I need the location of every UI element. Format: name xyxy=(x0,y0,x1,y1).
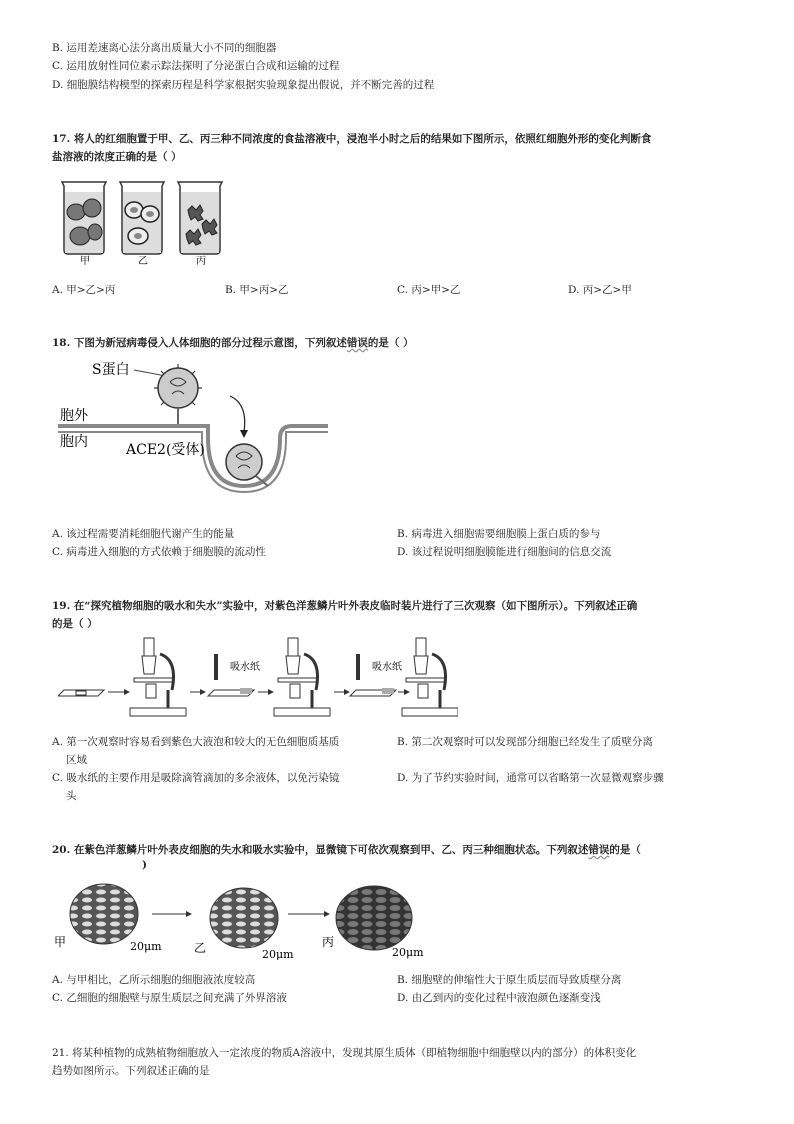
fig-inside-label: 胞内 xyxy=(60,434,88,450)
virus-inside xyxy=(226,444,268,486)
fig-paper-label-1: 吸水纸 xyxy=(230,662,260,673)
fig-outside-label: 胞外 xyxy=(60,408,88,424)
q20-cells-figure xyxy=(52,880,442,960)
q18-virus-figure xyxy=(58,358,338,508)
microscope-1 xyxy=(130,638,186,716)
q17-option-d: D. 丙>乙>甲 xyxy=(568,284,632,296)
fig-s-protein-label: S蛋白 xyxy=(92,362,130,378)
fig-paper-label-2: 吸水纸 xyxy=(372,662,402,673)
q19-microscope-figure xyxy=(58,634,458,722)
q18-stem: 18. 下图为新冠病毒侵入人体细胞的部分过程示意图，下列叙述错误的是（ ） xyxy=(52,337,414,349)
beaker-jia xyxy=(62,182,106,254)
microscope-2 xyxy=(274,638,330,716)
q17-option-c: C. 丙>甲>乙 xyxy=(397,284,461,296)
microscope-3 xyxy=(402,638,458,716)
q18-option-a: A. 该过程需要消耗细胞代谢产生的能量 xyxy=(52,528,235,540)
q17-stem-line2: 盐溶液的浓度正确的是（ ） xyxy=(52,151,182,163)
beaker-label-yi: 乙 xyxy=(138,256,148,265)
q18-option-c: C. 病毒进入细胞的方式依赖于细胞膜的流动性 xyxy=(52,546,266,558)
beaker-yi xyxy=(120,182,164,254)
q17-stem-line1: 17. 将人的红细胞置于甲、乙、丙三种不同浓度的食盐溶液中，浸泡半小时之后的结果如下图所示，依照红细胞外形的变化判断食 xyxy=(52,133,652,145)
beaker-bing xyxy=(178,182,222,254)
q20-option-b: B. 细胞壁的伸缩性大于原生质层而导致质壁分离 xyxy=(397,974,622,986)
q19-stem-line2: 的是（ ） xyxy=(52,618,98,630)
virus-outside xyxy=(154,364,202,424)
cells-yi xyxy=(194,888,294,960)
q19-option-a-line1: A. 第一次观察时容易看到紫色大液泡和较大的无色细胞质基质 xyxy=(52,736,340,748)
cells-bing xyxy=(322,886,424,959)
q20-stem: 20. 在紫色洋葱鳞片叶外表皮细胞的失水和吸水实验中，显微镜下可依次观察到甲、乙、丙三种细胞状态。下列叙述错误的是（ xyxy=(52,844,641,856)
q17-option-b: B. 甲>丙>乙 xyxy=(225,284,289,296)
q17-option-a: A. 甲>乙>丙 xyxy=(52,284,116,296)
q19-option-c-line1: C. 吸水纸的主要作用是吸除滴管滴加的多余液体，以免污染镜 xyxy=(52,772,340,784)
fig-label-yi: 乙 xyxy=(194,941,207,955)
fig-label-bing: 丙 xyxy=(322,935,335,949)
q19-option-c-line2: 头 xyxy=(66,790,77,802)
q17-beakers-figure xyxy=(58,180,228,265)
slide-1 xyxy=(58,690,104,696)
option-d-top: D. 细胞膜结构模型的探索历程是科学家根据实验现象提出假说，并不断完善的过程 xyxy=(52,79,435,91)
q18-emphasis: 错误 xyxy=(346,337,368,349)
q21-stem-line2: 趋势如图所示。下列叙述正确的是 xyxy=(52,1065,210,1077)
option-c-top: C. 运用放射性同位素示踪法探明了分泌蛋白合成和运输的过程 xyxy=(52,60,340,72)
beaker-label-jia: 甲 xyxy=(80,256,90,265)
q19-option-a-line2: 区域 xyxy=(66,754,87,766)
q18-option-d: D. 该过程说明细胞膜能进行细胞间的信息交流 xyxy=(397,546,612,558)
q19-option-d: D. 为了节约实验时间，通常可以省略第一次显微观察步骤 xyxy=(397,772,664,784)
cells-jia xyxy=(54,884,162,953)
dropper-paper-2 xyxy=(350,654,402,696)
q19-stem-line1: 19. 在“探究植物细胞的吸水和失水”实验中，对紫色洋葱鳞片叶外表皮临时装片进行了三次观察（如下图所示）。下列叙述正确 xyxy=(52,600,638,612)
q20-stem-line2: ) xyxy=(142,859,147,871)
q20-emphasis: 错误 xyxy=(588,844,610,856)
scale-jia: 20μm xyxy=(130,940,162,953)
q20-option-d: D. 由乙到丙的变化过程中液泡颜色逐渐变浅 xyxy=(397,992,601,1004)
q20-option-c: C. 乙细胞的细胞壁与原生质层之间充满了外界溶液 xyxy=(52,992,287,1004)
beaker-label-bing: 丙 xyxy=(196,256,206,265)
fig-label-jia: 甲 xyxy=(54,935,67,949)
q20-option-a: A. 与甲相比，乙所示细胞的细胞液浓度较高 xyxy=(52,974,256,986)
scale-yi: 20μm xyxy=(262,948,294,960)
option-b-top: B. 运用差速离心法分离出质量大小不同的细胞器 xyxy=(52,42,277,54)
q21-stem-line1: 21. 将某种植物的成熟植物细胞放入一定浓度的物质A溶液中，发现其原生质体（即植物细胞中细胞壁以内的部分）的体积变化 xyxy=(52,1047,637,1059)
scale-bing: 20μm xyxy=(392,946,424,959)
q19-option-b: B. 第二次观察时可以发现部分细胞已经发生了质壁分离 xyxy=(397,736,653,748)
q18-option-b: B. 病毒进入细胞需要细胞膜上蛋白质的参与 xyxy=(397,528,601,540)
fig-receptor-label: ACE2(受体) xyxy=(126,442,205,458)
dropper-paper-1 xyxy=(208,654,260,696)
